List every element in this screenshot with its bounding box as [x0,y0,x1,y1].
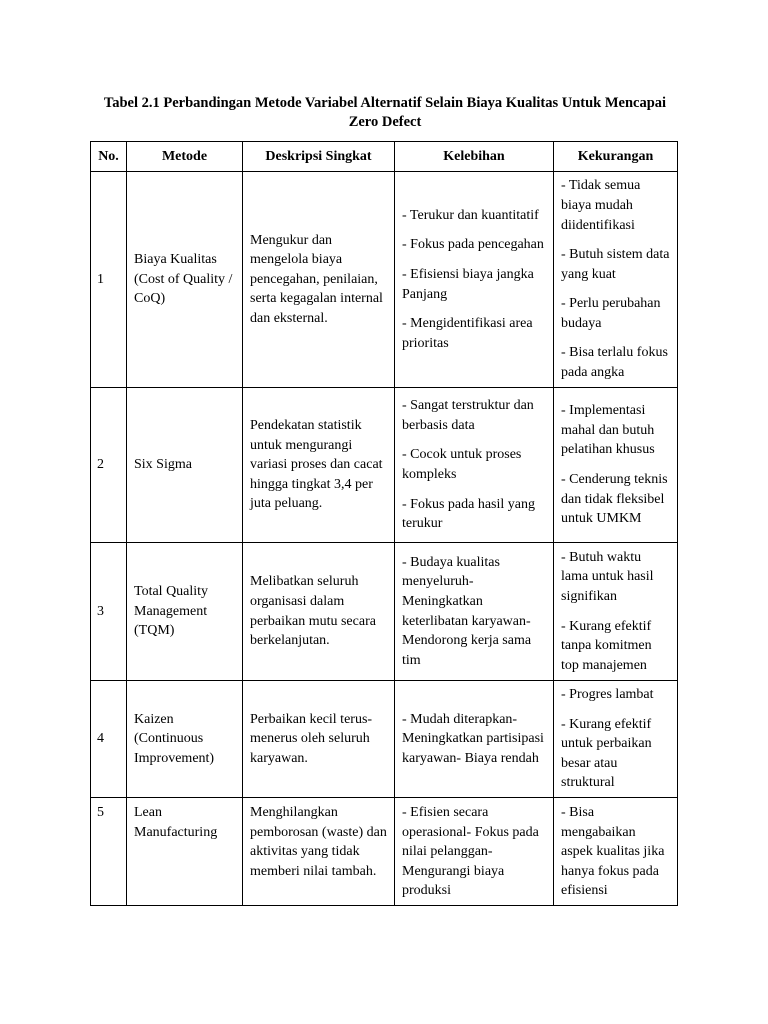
kelebihan-item: - Cocok untuk proses kompleks [402,447,522,482]
table-header-row [91,142,678,172]
kekurangan-item: - Tidak semua biaya mudah diidentifikasi [561,178,641,233]
cell-metode: Biaya Kualitas (Cost of Quality / CoQ) [127,172,243,388]
kelebihan-item: - Fokus pada pencegahan [402,237,544,253]
kelebihan-item: - Mudah diterapkan- Meningkatkan partisipasi karyawan- Biaya rendah [402,711,544,766]
cell-no: 3 [91,543,127,681]
kekurangan-item: - Butuh sistem data yang kuat [561,247,670,282]
kekurangan-item: - Kurang efektif untuk perbaikan besar atau struktural [561,716,652,791]
table-row [91,543,678,681]
cell-deskripsi: Mengukur dan mengelola biaya pencegahan, penilaian, serta kegagalan internal dan eksternal. [243,172,395,388]
kelebihan-item: - Terukur dan kuantitatif [402,207,539,223]
kelebihan-item: - Fokus pada hasil yang terukur [402,496,535,532]
kekurangan-item: - Kurang efektif tanpa komitmen top manajemen [561,618,652,673]
table-row [91,798,678,906]
cell-kelebihan [395,798,554,906]
cell-kelebihan [395,543,554,681]
cell-metode: Kaizen (Continuous Improvement) [127,681,243,798]
kelebihan-item: - Efisiensi biaya jangka Panjang [402,266,534,302]
kekurangan-item: - Progres lambat [561,687,654,703]
kelebihan-item: - Sangat terstruktur dan berbasis data [402,398,534,433]
header-kelebihan: Kelebihan [395,142,554,172]
kekurangan-item: - Perlu perubahan budaya [561,296,661,331]
cell-deskripsi: Pendekatan statistik untuk mengurangi variasi proses dan cacat hingga tingkat 3,4 per juta peluang. [243,388,395,543]
cell-kekurangan [554,172,678,388]
cell-deskripsi: Perbaikan kecil terus-menerus oleh seluruh karyawan. [243,681,395,798]
cell-kekurangan [554,681,678,798]
cell-kekurangan [554,388,678,543]
comparison-table [90,141,678,906]
cell-metode: Six Sigma [127,388,243,543]
cell-no: 2 [91,388,127,543]
table-caption: Tabel 2.1 Perbandingan Metode Variabel Alternatif Selain Biaya Kualitas Untuk Mencapai Zero Defect [103,95,667,130]
cell-kelebihan [395,172,554,388]
cell-no: 1 [91,172,127,388]
kelebihan-item: - Mengidentifikasi area prioritas [402,316,533,351]
header-metode: Metode [127,142,243,172]
header-no: No. [91,142,127,172]
cell-kelebihan [395,388,554,543]
cell-metode: Lean Manufacturing [127,798,243,906]
kekurangan-item: - Implementasi mahal dan butuh pelatihan khusus [561,403,655,458]
cell-kekurangan [554,543,678,681]
cell-kelebihan [395,681,554,798]
header-kekurangan: Kekurangan [554,142,678,172]
table-row [91,172,678,388]
cell-no: 5 [91,798,127,906]
cell-deskripsi: Menghilangkan pemborosan (waste) dan aktivitas yang tidak memberi nilai tambah. [243,798,395,906]
kelebihan-item: - Efisien secara operasional- Fokus pada nilai pelanggan- Mengurangi biaya produksi [402,805,539,899]
kekurangan-item: - Cenderung teknis dan tidak fleksibel untuk UMKM [561,472,668,527]
kekurangan-item: - Bisa mengabaikan aspek kualitas jika hanya fokus pada efisiensi [561,805,665,899]
kekurangan-item: - Bisa terlalu fokus pada angka [561,345,668,381]
header-deskripsi: Deskripsi Singkat [243,142,395,172]
kelebihan-item: - Budaya kualitas menyeluruh- Meningkatkan keterlibatan karyawan- Mendorong kerja sama tim [402,554,532,668]
table-row [91,681,678,798]
cell-no: 4 [91,681,127,798]
kekurangan-item: - Butuh waktu lama untuk hasil signifikan [561,549,654,604]
cell-deskripsi: Melibatkan seluruh organisasi dalam perbaikan mutu secara berkelanjutan. [243,543,395,681]
table-row [91,388,678,543]
cell-kekurangan [554,798,678,906]
cell-metode: Total Quality Management (TQM) [127,543,243,681]
